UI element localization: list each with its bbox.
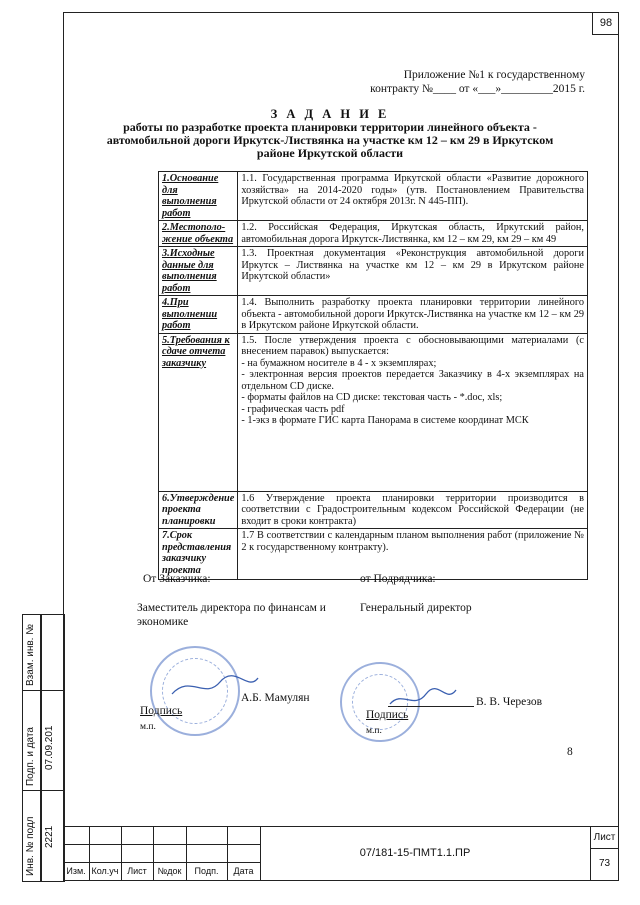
side-label-inv-podl: Инв. № подл bbox=[25, 816, 36, 876]
tb-line bbox=[63, 844, 260, 845]
table-row bbox=[159, 221, 588, 247]
page-mark: 8 bbox=[567, 746, 573, 758]
contractor-mp-label: м.п. bbox=[366, 726, 382, 736]
side-divider bbox=[22, 690, 63, 691]
row-text: 1.6 Утверждение проекта планировки территории производится в соответствии с Градостроительным кодексом Российской Федерации (не входит в сроки контракта) bbox=[238, 491, 588, 529]
row-label: 3.Исходные данные для выполнения работ bbox=[159, 247, 238, 296]
table-row bbox=[159, 296, 588, 334]
side-label-vzam: Взам. инв. № bbox=[25, 624, 36, 686]
document-title bbox=[100, 108, 560, 160]
table-row bbox=[159, 491, 588, 529]
contractor-name: В. В. Черезов bbox=[476, 696, 543, 708]
side-divider bbox=[22, 790, 63, 791]
tb-line bbox=[63, 862, 260, 863]
tb-col-podp: Подп. bbox=[194, 866, 219, 876]
title-line-2: автомобильной дороги Иркутск-Листвянка на участке км 12 – км 29 в Иркутском bbox=[106, 133, 554, 147]
customer-position: Заместитель директора по финансам и экономике bbox=[137, 602, 326, 628]
tb-col-list: Лист bbox=[127, 866, 147, 876]
side-date-value: 07.09.201 bbox=[44, 725, 55, 770]
customer-mp-label: м.п. bbox=[140, 722, 156, 732]
contractor-sign-line bbox=[388, 706, 474, 707]
row-text: 1.2. Российская Федерация, Иркутская область, Иркутский район, автомобильная дорога Иркутск-Листвянка, км 12 – км 29, км 29 – км 49 bbox=[238, 221, 588, 247]
annex-line-1: Приложение №1 к государственному bbox=[403, 69, 585, 81]
row-text: 1.4. Выполнить разработку проекта планировки территории линейного объекта - автомобильной дороги Иркутск-Листвянка на участке км 12 – км 29 в Иркутском районе Иркутской области. bbox=[238, 296, 588, 334]
row-text: 1.1. Государственная программа Иркутской области «Развитие дорожного хозяйства» на 2014-2020 годы» (утв. Постановлением Правительства Иркутской области от 24 октября 2013г. N 445-ПП). bbox=[238, 172, 588, 221]
annex-note bbox=[370, 68, 585, 96]
title-head: З А Д А Н И Е bbox=[270, 107, 390, 121]
row-label: 1.Основание для выполнения работ bbox=[159, 172, 238, 221]
table-row bbox=[159, 247, 588, 296]
side-inv-value: 2221 bbox=[44, 825, 55, 848]
table-row bbox=[159, 333, 588, 491]
customer-heading: От Заказчика: bbox=[143, 573, 211, 585]
customer-sign-label: Подпись bbox=[140, 705, 183, 717]
contractor-sign-label: Подпись bbox=[366, 709, 409, 721]
frame-top bbox=[63, 12, 619, 13]
contractor-heading: от Подрядчика: bbox=[360, 573, 436, 585]
document-code: 07/181-15-ПМТ1.1.ПР bbox=[359, 847, 471, 859]
requirements-table bbox=[158, 171, 588, 580]
annex-line-2: контракту №____ от «___»_________2015 г. bbox=[370, 83, 585, 95]
row-text: 1.3. Проектная документация «Реконструкция автомобильной дороги Иркутск – Листвянка на участке км 12 – км 29 в Иркутском районе Иркутской области» bbox=[238, 247, 588, 296]
row-label: 7.Срок представления заказчику проекта bbox=[159, 529, 238, 580]
tb-col-koluch: Кол.уч bbox=[91, 866, 119, 876]
table-row bbox=[159, 172, 588, 221]
row-label: 6.Утверждение проекта планировки bbox=[159, 491, 238, 529]
contractor-position: Генеральный директор bbox=[360, 602, 472, 614]
frame-right bbox=[618, 12, 619, 880]
customer-name: А.Б. Мамулян bbox=[241, 692, 310, 704]
sheet-number: 73 bbox=[598, 858, 611, 869]
spacer bbox=[236, 704, 239, 705]
title-line-3: районе Иркутской области bbox=[256, 146, 404, 160]
row-label: 4.При выполнении работ bbox=[159, 296, 238, 334]
row-label: 5.Требования к сдаче отчета заказчику bbox=[159, 333, 238, 491]
title-line-1: работы по разработке проекта планировки территории линейного объекта - bbox=[123, 120, 537, 134]
tb-col-ndok: №док bbox=[157, 866, 182, 876]
tb-col-izm: Изм. bbox=[66, 866, 86, 876]
tb-col-data: Дата bbox=[233, 866, 254, 876]
row-text: 1.7 В соответствии с календарным планом выполнения работ (приложение № 2 к государственному контракту). bbox=[238, 529, 588, 580]
row-text: 1.5. После утверждения проекта с обосновывающими материалами (с внесением паравок) выпускается: - на бумажном носителе в 4 - х экземплярах; - электронная версия проектов передается Заказчику в 4-х экземплярах на отдельном CD диске. - форматы файлов на CD диске: текстовая часть - *.doc, xls; - графическая часть pdf - 1-экз в формате ГИС карта Панорама в системе координат МСК bbox=[238, 333, 588, 491]
side-label-podp-data: Подп. и дата bbox=[25, 727, 36, 786]
sheet-label: Лист bbox=[593, 832, 616, 843]
page-number-top: 98 bbox=[592, 12, 619, 35]
tb-line bbox=[590, 848, 619, 849]
row-label: 2.Местополо-жение объекта bbox=[159, 221, 238, 247]
